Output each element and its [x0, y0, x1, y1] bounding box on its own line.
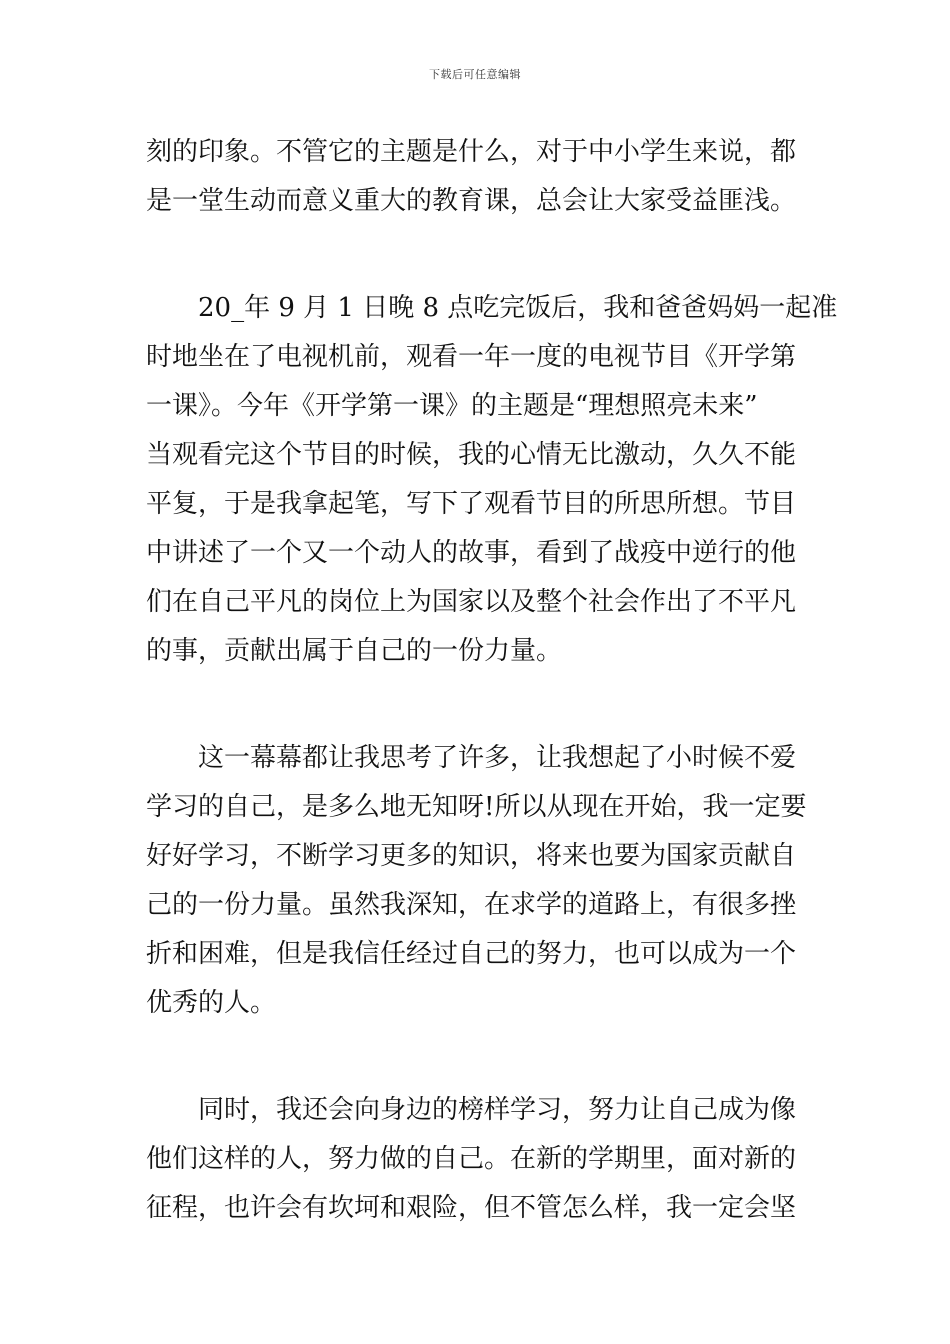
- text-line: 中讲述了一个又一个动人的故事，看到了战疫中逆行的他: [146, 538, 797, 568]
- text-line: 好好学习，不断学习更多的知识，将来也要为国家贡献自: [146, 841, 797, 871]
- paragraph-2: [146, 284, 838, 676]
- paragraph-3: [146, 734, 808, 1028]
- text-line: 学习的自己，是多么地无知呀!所以从现在开始，我一定要: [146, 792, 807, 822]
- text-line: 同时，我还会向身边的榜样学习，努力让自己成为像: [198, 1095, 797, 1125]
- text-line: 当观看完这个节目的时候，我的心情无比激动，久久不能: [146, 440, 797, 470]
- text-line: 他们这样的人，努力做的自己。在新的学期里，面对新的: [146, 1144, 797, 1174]
- paragraph-1: [146, 128, 808, 226]
- text-line: 们在自己平凡的岗位上为国家以及整个社会作出了不平凡: [146, 587, 797, 617]
- paragraph-spacer: [146, 226, 808, 284]
- text-line: 刻的印象。不管它的主题是什么，对于中小学生来说，都: [146, 137, 797, 167]
- paragraph-4: [146, 1086, 808, 1233]
- paragraph-spacer: [146, 1028, 808, 1086]
- text-line: 是一堂生动而意义重大的教育课，总会让大家受益匪浅。: [146, 186, 797, 216]
- text-line: 一课》。今年《开学第一课》的主题是“理想照亮未来”: [146, 391, 758, 421]
- text-line: 20_年 9 月 1 日晚 8 点吃完饭后，我和爸爸妈妈一起准: [198, 293, 838, 323]
- document-body: [146, 128, 838, 1233]
- text-line: 平复，于是我拿起笔，写下了观看节目的所思所想。节目: [146, 489, 797, 519]
- paragraph-spacer: [146, 676, 808, 734]
- text-line: 的事，贡献出属于自己的一份力量。: [146, 636, 563, 666]
- text-line: 折和困难，但是我信任经过自己的努力，也可以成为一个: [146, 939, 797, 969]
- download-note: 下载后可任意编辑: [429, 68, 521, 81]
- text-line: 这一幕幕都让我思考了许多，让我想起了小时候不爱: [198, 743, 797, 773]
- text-line: 己的一份力量。虽然我深知，在求学的道路上，有很多挫: [146, 890, 797, 920]
- text-line: 征程，也许会有坎坷和艰险，但不管怎么样，我一定会坚: [146, 1193, 797, 1223]
- text-line: 优秀的人。: [146, 988, 277, 1018]
- text-line: 时地坐在了电视机前，观看一年一度的电视节目《开学第: [146, 342, 797, 372]
